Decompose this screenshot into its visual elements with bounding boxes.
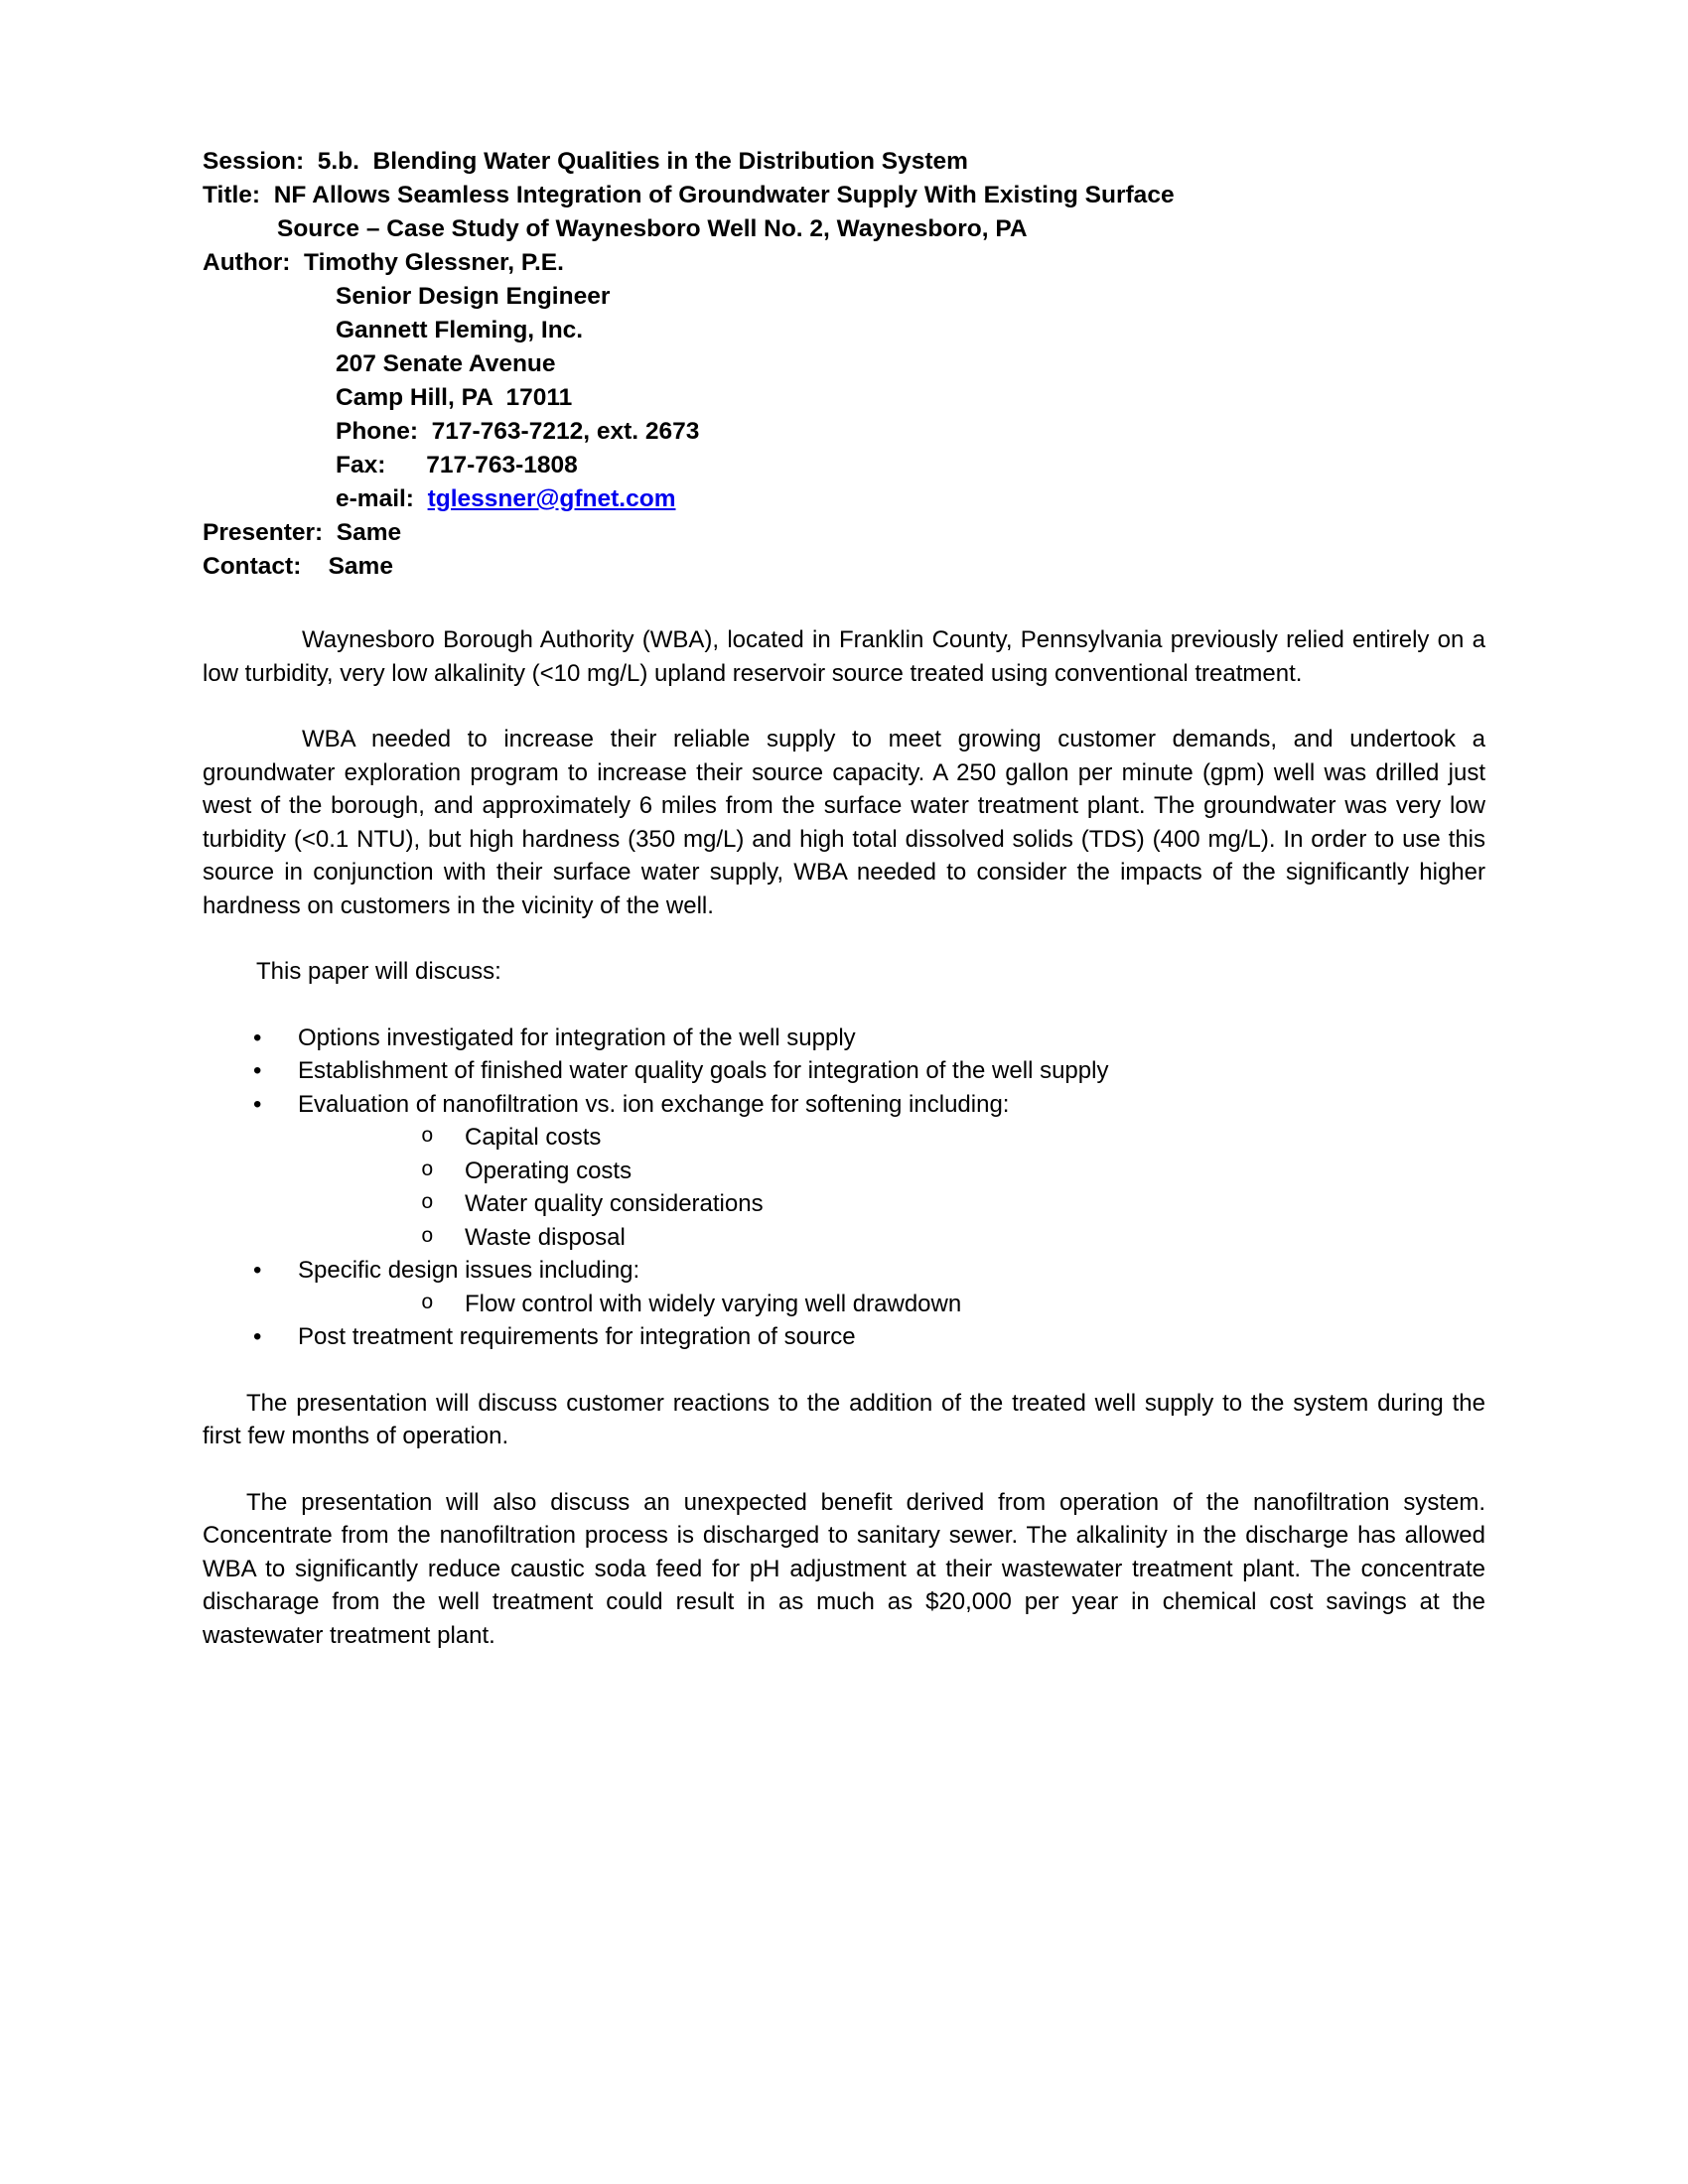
- sub-list: [298, 1288, 1485, 1321]
- sub-list-item-label: Water quality considerations: [465, 1190, 764, 1217]
- bullet-icon: •: [253, 1090, 262, 1118]
- sub-list: [298, 1121, 1485, 1254]
- sub-list-item: [298, 1288, 1485, 1321]
- circle-bullet-icon: o: [421, 1159, 434, 1182]
- circle-bullet-icon: o: [421, 1292, 434, 1315]
- email-label: e-mail:: [336, 485, 428, 512]
- bullet-icon: •: [253, 1323, 262, 1350]
- bullet-icon: •: [253, 1257, 262, 1284]
- discussion-intro: This paper will discuss:: [256, 958, 501, 985]
- sub-list-item-label: Capital costs: [465, 1124, 602, 1151]
- list-item-label: Post treatment requirements for integration of source: [298, 1323, 856, 1350]
- title-line-2: Source – Case Study of Waynesboro Well No. 2, Waynesboro, PA: [277, 215, 1028, 242]
- author-street-line: 207 Senate Avenue: [336, 350, 556, 377]
- circle-bullet-icon: o: [421, 1192, 434, 1215]
- contact-line: Contact: Same: [203, 553, 393, 580]
- abstract-body: [203, 623, 1485, 1652]
- phone-line: Phone: 717-763-7212, ext. 2673: [336, 418, 700, 445]
- email-link[interactable]: tglessner@gfnet.com: [427, 485, 676, 512]
- bullet-icon: •: [253, 1057, 262, 1084]
- list-item-label: Specific design issues including:: [298, 1257, 640, 1284]
- paragraph-well-program: WBA needed to increase their reliable supply to meet growing customer demands, and undertook a groundwater exploration program to increase their source capacity. A 250 gallon per minute (gpm) well was drilled just west of the borough, and approximately 6 miles from the surface water treatment plant. The groundwater was very low turbidity (<0.1 NTU), but high hardness (350 mg/L) and high total dissolved solids (TDS) (400 mg/L). In order to use this source in conjunction with their surface water supply, WBA needed to consider the impacts of the significantly higher hardness on customers in the vicinity of the well.: [203, 726, 1485, 919]
- sub-list-item-label: Waste disposal: [465, 1223, 626, 1251]
- title-line-1: Title: NF Allows Seamless Integration of Groundwater Supply With Existing Surface: [203, 182, 1175, 208]
- author-role-line: Senior Design Engineer: [336, 283, 611, 310]
- list-item: [203, 1320, 1485, 1354]
- author-line: Author: Timothy Glessner, P.E.: [203, 249, 564, 276]
- list-item-label: Options investigated for integration of the well supply: [298, 1024, 856, 1051]
- paragraph-customer-reactions: The presentation will discuss customer reactions to the addition of the treated well supply to the system during the first few months of operation.: [203, 1389, 1485, 1449]
- sub-list-item: [298, 1221, 1485, 1255]
- list-item-label: Evaluation of nanofiltration vs. ion exchange for softening including:: [298, 1090, 1010, 1118]
- list-item: [203, 1254, 1485, 1320]
- sub-list-item-label: Flow control with widely varying well drawdown: [465, 1290, 962, 1317]
- list-item: [203, 1088, 1485, 1255]
- sub-list-item: [298, 1155, 1485, 1188]
- discussion-list: [203, 1022, 1485, 1354]
- circle-bullet-icon: o: [421, 1225, 434, 1249]
- list-item: [203, 1054, 1485, 1088]
- presenter-line: Presenter: Same: [203, 519, 402, 546]
- sub-list-item: [298, 1187, 1485, 1221]
- sub-list-item: [298, 1121, 1485, 1155]
- session-line: Session: 5.b. Blending Water Qualities in the Distribution System: [203, 148, 968, 175]
- list-item: [203, 1022, 1485, 1055]
- email-line: [336, 482, 1485, 516]
- abstract-header: [203, 145, 1485, 584]
- author-city-line: Camp Hill, PA 17011: [336, 384, 573, 411]
- paragraph-wba-background: Waynesboro Borough Authority (WBA), located in Franklin County, Pennsylvania previously relied entirely on a low turbidity, very low alkalinity (<10 mg/L) upland reservoir source treated using conventional treatment.: [203, 626, 1485, 687]
- circle-bullet-icon: o: [421, 1126, 434, 1149]
- paragraph-unexpected-benefit: The presentation will also discuss an unexpected benefit derived from operation of the nanofiltration system. Concentrate from the nanofiltration process is discharged to sanitary sewer. The alkalinity in the discharge has allowed WBA to significantly reduce caustic soda feed for pH adjustment at their wastewater treatment plant. The concentrate discharage from the well treatment could result in as much as $20,000 per year in chemical cost savings at the wastewater treatment plant.: [203, 1488, 1485, 1649]
- author-company-line: Gannett Fleming, Inc.: [336, 317, 584, 343]
- bullet-icon: •: [253, 1024, 262, 1051]
- sub-list-item-label: Operating costs: [465, 1157, 633, 1184]
- list-item-label: Establishment of finished water quality goals for integration of the well supply: [298, 1057, 1109, 1084]
- fax-line: Fax: 717-763-1808: [336, 452, 578, 478]
